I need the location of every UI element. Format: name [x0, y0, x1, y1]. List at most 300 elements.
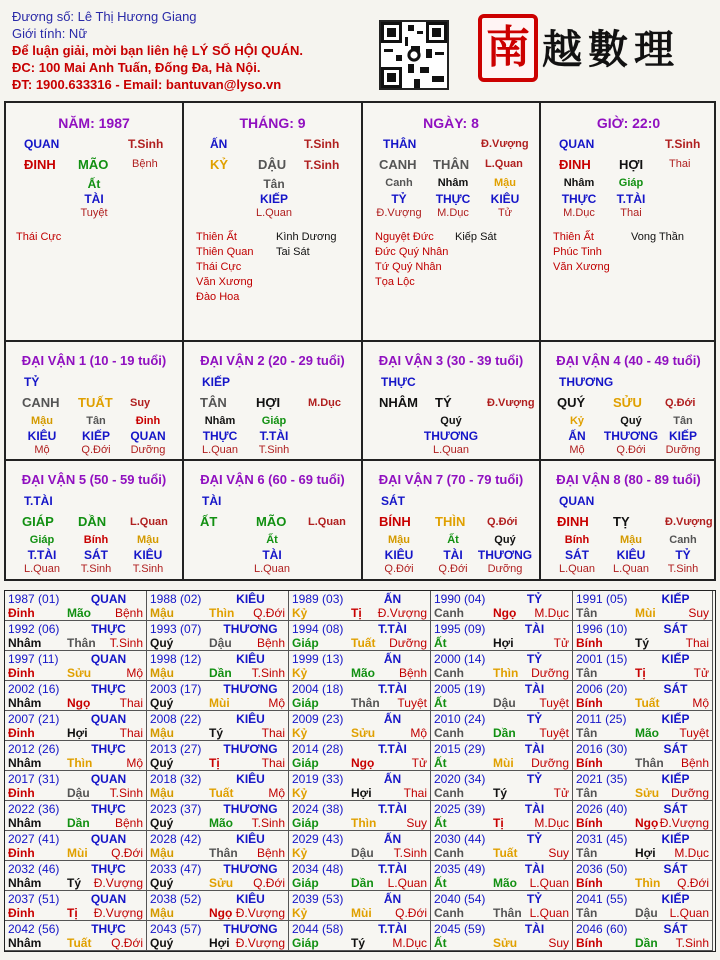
year-stem: Ất — [434, 636, 447, 650]
year-branch: Tị — [209, 756, 220, 770]
year-stem: Đinh — [8, 726, 35, 740]
year-branch: Sửu — [493, 936, 518, 950]
luck-branch: DẦN — [78, 514, 107, 529]
year-label: 2013 (27) — [150, 742, 202, 756]
year-stem: Ất — [434, 936, 447, 950]
star-list: Thiên Ất Phúc Tinh Văn Xương — [553, 231, 610, 273]
year-label: 2020 (34) — [434, 772, 486, 786]
year-god: QUAN — [90, 832, 127, 846]
hidden-god: THƯƠNG — [603, 429, 659, 443]
year-label: 2027 (41) — [8, 832, 60, 846]
year-label: 2008 (22) — [150, 712, 202, 726]
year-label: 2028 (42) — [150, 832, 202, 846]
year-cell — [573, 711, 713, 741]
year-stem: Mậu — [150, 786, 174, 800]
year-cell — [431, 651, 573, 681]
stem-god: QUAN — [559, 137, 595, 151]
year-label: 2036 (50) — [576, 862, 628, 876]
luck-god: T.TÀI — [24, 494, 53, 508]
year-cell — [5, 771, 147, 801]
year-label: 2004 (18) — [292, 682, 344, 696]
luck-branch: TỴ — [613, 514, 630, 529]
year-god: TÀI — [524, 862, 545, 876]
year-label: 2037 (51) — [8, 892, 60, 906]
luck-title: ĐẠI VẬN 2 (20 - 29 tuổi) — [200, 353, 345, 368]
year-sinh: T.Sinh — [251, 816, 285, 830]
hidden-god: T.TÀI — [616, 192, 646, 206]
year-cell — [147, 801, 289, 831]
year-cell — [573, 771, 713, 801]
pillar-year — [6, 103, 182, 340]
year-cell — [289, 771, 431, 801]
year-cell — [431, 771, 573, 801]
stem: ĐINH — [559, 157, 591, 172]
year-cell — [147, 891, 289, 921]
contact-line: Để luận giải, mời bạn liên hệ LÝ SỐ HỘI QUÁN. — [12, 43, 303, 58]
year-cell — [431, 861, 573, 891]
year-branch: Mùi — [635, 606, 656, 620]
year-god: QUAN — [90, 772, 127, 786]
year-stem: Tân — [576, 906, 598, 920]
year-branch: Tuất — [67, 936, 92, 950]
hidden-god: TỶ — [391, 192, 407, 206]
year-branch: Dần — [351, 876, 374, 890]
luck-stem: QUÝ — [557, 395, 586, 410]
year-sinh: T.Sinh — [109, 786, 143, 800]
year-sinh: Dưỡng — [531, 756, 569, 770]
year-sinh: L.Quan — [669, 906, 709, 920]
year-sinh: Tử — [553, 786, 569, 800]
luck-branch: HỢI — [256, 395, 281, 410]
year-cell — [147, 591, 289, 621]
stem-god: THÂN — [383, 137, 417, 151]
year-sinh: Bệnh — [398, 666, 427, 680]
year-cell — [5, 681, 147, 711]
pillar-title: NĂM: 1987 — [58, 115, 130, 131]
year-branch: Mão — [493, 876, 517, 890]
year-branch: Hợi — [351, 786, 372, 800]
year-cell — [147, 831, 289, 861]
year-label: 2041 (55) — [576, 892, 628, 906]
year-stem: Bính — [576, 936, 603, 950]
star-list-bad: Vong Thần — [631, 231, 685, 243]
star-list: Thái Cực — [16, 231, 62, 243]
year-stem: Giáp — [292, 816, 319, 830]
year-sinh: Đ.Vượng — [235, 906, 285, 920]
year-cell — [431, 621, 573, 651]
hidden-god: SÁT — [84, 548, 108, 562]
year-stem: Bính — [576, 816, 603, 830]
hidden-sinh: Mộ — [569, 444, 585, 456]
year-cell — [573, 621, 713, 651]
year-sinh: T.Sinh — [251, 666, 285, 680]
year-branch: Tị — [351, 606, 362, 620]
hidden-god: THƯƠNG — [477, 548, 533, 562]
year-stem: Quý — [150, 876, 174, 890]
year-cell — [5, 711, 147, 741]
year-cell — [573, 861, 713, 891]
year-branch: Tý — [635, 636, 650, 650]
year-label: 2026 (40) — [576, 802, 628, 816]
year-cell — [5, 591, 147, 621]
year-god: SÁT — [663, 802, 688, 816]
year-stem: Đinh — [8, 666, 35, 680]
star-list-bad: Kiếp Sát — [455, 231, 497, 243]
hidden-god: SÁT — [565, 548, 589, 562]
year-label: 2029 (43) — [292, 832, 344, 846]
year-branch: Tý — [67, 876, 82, 890]
year-sinh: Mộ — [126, 666, 143, 680]
year-sinh: L.Quan — [387, 876, 427, 890]
luck-god: KIẾP — [202, 375, 231, 389]
branch: HỢI — [619, 157, 644, 172]
branch-sinh: Bệnh — [132, 158, 158, 170]
year-god: QUAN — [90, 892, 127, 906]
year-cell — [289, 681, 431, 711]
year-stem: Ất — [434, 876, 447, 890]
year-sinh: Q.Đới — [111, 936, 143, 950]
year-god: T.TÀI — [378, 742, 407, 756]
year-sinh: Thai — [685, 636, 709, 650]
year-branch: Thìn — [635, 876, 661, 890]
year-stem: Đinh — [8, 786, 35, 800]
year-god: TÀI — [524, 922, 545, 936]
luck-pillar — [6, 342, 182, 459]
year-sinh: M.Dục — [534, 606, 569, 620]
year-branch: Ngọ — [635, 816, 659, 830]
gender: Giới tính: Nữ — [12, 26, 88, 41]
year-god: KIÊU — [236, 892, 265, 906]
year-cell — [431, 891, 573, 921]
luck-title: ĐẠI VẬN 1 (10 - 19 tuổi) — [21, 353, 167, 368]
luck-pillar — [6, 461, 182, 578]
hidden-stem: Quý — [494, 534, 516, 546]
year-god: KIẾP — [661, 652, 690, 666]
year-stem: Giáp — [292, 696, 319, 710]
year-stem: Bính — [576, 756, 603, 770]
year-branch: Tý — [493, 786, 508, 800]
year-label: 1999 (13) — [292, 652, 344, 666]
year-sinh: Tử — [553, 636, 569, 650]
year-cell — [147, 861, 289, 891]
year-god: SÁT — [663, 682, 688, 696]
year-sinh: Tuyệt — [679, 726, 709, 740]
year-branch: Thìn — [493, 666, 519, 680]
luck-branch: TÝ — [435, 395, 452, 410]
year-cell — [5, 801, 147, 831]
hidden-sinh: L.Quan — [201, 444, 239, 456]
year-god: QUAN — [90, 652, 127, 666]
luck-sinh: Q.Đới — [665, 397, 696, 409]
luck-pillar — [363, 342, 539, 459]
year-branch: Hợi — [67, 726, 88, 740]
year-branch: Thân — [493, 906, 522, 920]
hidden-stem: Canh — [385, 177, 413, 189]
year-sinh: Tử — [411, 756, 427, 770]
year-cell — [147, 621, 289, 651]
year-god: T.TÀI — [378, 922, 407, 936]
header — [12, 8, 303, 93]
logo-text: 越數理 — [542, 26, 680, 73]
year-cell — [147, 771, 289, 801]
year-stem: Kỷ — [292, 906, 308, 920]
hidden-stem: Ất — [266, 534, 278, 546]
hidden-sinh: T.Sinh — [667, 563, 699, 575]
year-cell — [431, 801, 573, 831]
year-sinh: Mộ — [126, 756, 143, 770]
year-branch: Hợi — [209, 936, 230, 950]
hidden-sinh: Q.Đới — [616, 444, 646, 456]
year-label: 2015 (29) — [434, 742, 486, 756]
year-god: TÀI — [524, 622, 545, 636]
year-stem: Canh — [434, 906, 464, 920]
year-branch: Hợi — [635, 846, 656, 860]
year-branch: Ngọ — [209, 906, 233, 920]
year-sinh: Tuyệt — [539, 726, 569, 740]
hidden-sinh: M.Dục — [563, 207, 595, 219]
year-god: ẤN — [383, 712, 402, 726]
luck-title: ĐẠI VẬN 3 (30 - 39 tuổi) — [378, 353, 524, 368]
luck-stem: ẤT — [200, 514, 218, 529]
year-label: 2043 (57) — [150, 922, 202, 936]
year-label: 1995 (09) — [434, 622, 486, 636]
year-label: 2038 (52) — [150, 892, 202, 906]
year-branch: Dậu — [209, 636, 232, 650]
hidden-stem: Nhâm — [437, 177, 469, 189]
year-label: 1990 (04) — [434, 592, 486, 606]
year-branch: Thân — [351, 696, 380, 710]
year-sinh: Mộ — [268, 696, 285, 710]
luck-title: ĐẠI VẬN 8 (80 - 89 tuổi) — [556, 472, 701, 487]
star-list: Thiên Ất Thiên Quan Thái Cực Văn Xương Đào Hoa — [196, 231, 254, 303]
hidden-sinh: Q.Đới — [384, 563, 414, 575]
year-cell — [573, 801, 713, 831]
logo — [478, 12, 710, 84]
year-sinh: Q.Đới — [253, 876, 285, 890]
year-cell — [431, 741, 573, 771]
hidden-sinh: Mộ — [34, 444, 50, 456]
stem: ĐINH — [24, 157, 56, 172]
year-god: TÀI — [524, 742, 545, 756]
year-god: THƯƠNG — [223, 742, 278, 756]
luck-title: ĐẠI VẬN 6 (60 - 69 tuổi) — [200, 472, 345, 487]
year-stem: Mậu — [150, 666, 174, 680]
phone-email[interactable]: ĐT: 1900.633316 - Email: bantuvan@lyso.vn — [12, 77, 282, 92]
year-stem: Mậu — [150, 726, 174, 740]
hidden-god: KIÊU — [133, 548, 163, 562]
year-stem: Nhâm — [8, 696, 42, 710]
year-label: 1988 (02) — [150, 592, 202, 606]
luck-god: THƯƠNG — [559, 375, 614, 389]
hidden-sinh: L.Quan — [558, 563, 596, 575]
hidden-stem: Bính — [564, 534, 590, 546]
year-branch: Mão — [209, 816, 233, 830]
hidden-god: KIẾP — [668, 429, 698, 443]
hidden-god: THỰC — [202, 429, 238, 443]
year-god: THƯƠNG — [223, 622, 278, 636]
year-branch: Sửu — [67, 666, 92, 680]
year-label: 2019 (33) — [292, 772, 344, 786]
year-stem: Tân — [576, 726, 598, 740]
year-label: 2040 (54) — [434, 892, 486, 906]
year-sinh: Dưỡng — [531, 666, 569, 680]
hidden-god: TÀI — [443, 548, 463, 562]
year-cell — [289, 621, 431, 651]
year-stem: Kỷ — [292, 726, 308, 740]
year-god: KIẾP — [661, 772, 690, 786]
hidden-stem: Bính — [83, 534, 109, 546]
year-sinh: M.Dục — [392, 936, 427, 950]
year-cell — [573, 591, 713, 621]
year-sinh: Mộ — [410, 726, 427, 740]
year-branch: Ngọ — [67, 696, 91, 710]
year-stem: Giáp — [292, 876, 319, 890]
year-sinh: Tuyệt — [539, 696, 569, 710]
year-god: KIẾP — [661, 892, 690, 906]
year-sinh: Thai — [261, 756, 285, 770]
year-branch: Sửu — [351, 726, 376, 740]
year-branch: Mão — [635, 726, 659, 740]
year-label: 2044 (58) — [292, 922, 344, 936]
branch: THÂN — [433, 157, 470, 172]
year-branch: Mùi — [209, 696, 230, 710]
hidden-stem: Ất — [447, 534, 459, 546]
hidden-stem: Mậu — [137, 534, 159, 546]
year-god: QUAN — [90, 712, 127, 726]
year-sinh: L.Quan — [529, 906, 569, 920]
year-label: 2006 (20) — [576, 682, 628, 696]
hidden-stem: Tân — [673, 415, 693, 427]
year-god: TỶ — [526, 712, 543, 726]
year-god: TỶ — [526, 832, 543, 846]
year-stem: Mậu — [150, 846, 174, 860]
branch: DẬU — [258, 157, 287, 172]
year-god: TỶ — [526, 592, 543, 606]
year-label: 1993 (07) — [150, 622, 202, 636]
year-sinh: Suy — [548, 936, 569, 950]
luck-branch: TUẤT — [78, 395, 113, 410]
year-god: THƯƠNG — [223, 682, 278, 696]
luck-sinh: Đ.Vượng — [487, 397, 535, 409]
year-label: 2024 (38) — [292, 802, 344, 816]
year-stem: Kỷ — [292, 786, 308, 800]
hidden-god: KIÊU — [27, 429, 57, 443]
hidden-stem: Giáp — [261, 415, 287, 427]
year-label: 1992 (06) — [8, 622, 60, 636]
year-god: KIÊU — [236, 592, 265, 606]
stem-sinh: T.Sinh — [665, 137, 701, 151]
year-branch: Mùi — [67, 846, 88, 860]
year-stem: Tân — [576, 606, 598, 620]
year-branch: Sửu — [209, 876, 234, 890]
year-god: TÀI — [524, 682, 545, 696]
year-label: 1997 (11) — [8, 652, 59, 666]
year-cell — [289, 831, 431, 861]
year-sinh: Tử — [693, 666, 709, 680]
year-branch: Tuất — [635, 696, 660, 710]
year-cell — [147, 711, 289, 741]
year-cell — [573, 831, 713, 861]
hidden-god: QUAN — [130, 429, 166, 443]
year-branch: Ngọ — [493, 606, 517, 620]
luck-sinh: M.Dục — [308, 397, 341, 409]
hidden-sinh: Dưỡng — [487, 563, 523, 575]
year-label: 1996 (10) — [576, 622, 628, 636]
year-branch: Dần — [493, 726, 516, 740]
year-sinh: Suy — [688, 606, 709, 620]
year-god: QUAN — [90, 592, 127, 606]
year-label: 2032 (46) — [8, 862, 60, 876]
hidden-stem: Giáp — [29, 534, 55, 546]
year-stem: Canh — [434, 846, 464, 860]
year-cell — [573, 891, 713, 921]
year-branch: Tý — [209, 726, 224, 740]
year-label: 2018 (32) — [150, 772, 202, 786]
year-sinh: Bệnh — [114, 816, 143, 830]
year-god: THỰC — [91, 862, 126, 876]
year-god: THỰC — [91, 922, 126, 936]
year-god: THỰC — [91, 682, 126, 696]
year-label: 2045 (59) — [434, 922, 486, 936]
year-cell — [5, 621, 147, 651]
year-god: KIẾP — [661, 712, 690, 726]
luck-pillar — [184, 461, 361, 578]
year-label: 2030 (44) — [434, 832, 486, 846]
year-branch: Thìn — [351, 816, 377, 830]
year-cell — [147, 741, 289, 771]
hidden-sinh: M.Dục — [437, 207, 469, 219]
year-god: ẤN — [383, 772, 402, 786]
year-sinh: Q.Đới — [677, 876, 709, 890]
year-cell — [573, 921, 713, 951]
year-branch: Mùi — [493, 756, 514, 770]
year-sinh: M.Dục — [534, 816, 569, 830]
qr-code-icon[interactable] — [379, 20, 449, 90]
year-sinh: Bệnh — [114, 606, 143, 620]
year-label: 2023 (37) — [150, 802, 202, 816]
hidden-sinh: L.Quan — [23, 563, 61, 575]
year-branch: Tý — [351, 936, 366, 950]
pillar-day — [363, 103, 539, 340]
year-god: TỶ — [526, 772, 543, 786]
hidden-god: THỰC — [435, 192, 471, 206]
hidden-stem: Nhâm — [204, 415, 236, 427]
stem: KỶ — [210, 157, 229, 172]
luck-stem: CANH — [22, 395, 60, 410]
year-stem: Nhâm — [8, 936, 42, 950]
year-stem: Nhâm — [8, 756, 42, 770]
luck-stem: GIÁP — [22, 514, 54, 529]
year-label: 2017 (31) — [8, 772, 60, 786]
year-god: SÁT — [663, 922, 688, 936]
year-sinh: L.Quan — [529, 876, 569, 890]
year-label: 2001 (15) — [576, 652, 628, 666]
year-sinh: Thai — [119, 696, 143, 710]
year-cell — [573, 681, 713, 711]
hidden-stem: Mậu — [388, 534, 410, 546]
luck-branch: THÌN — [435, 514, 466, 529]
year-label: 2034 (48) — [292, 862, 344, 876]
hidden-stem: Tân — [86, 415, 106, 427]
hidden-god: KIÊU — [490, 192, 520, 206]
year-sinh: Thai — [261, 726, 285, 740]
year-label: 2005 (19) — [434, 682, 486, 696]
hidden-god: KIẾP — [81, 429, 111, 443]
hidden-god: T.TÀI — [27, 548, 57, 562]
luck-branch: MÃO — [256, 514, 287, 529]
hidden-stem: Quý — [440, 415, 462, 427]
year-sinh: Dưỡng — [671, 786, 709, 800]
